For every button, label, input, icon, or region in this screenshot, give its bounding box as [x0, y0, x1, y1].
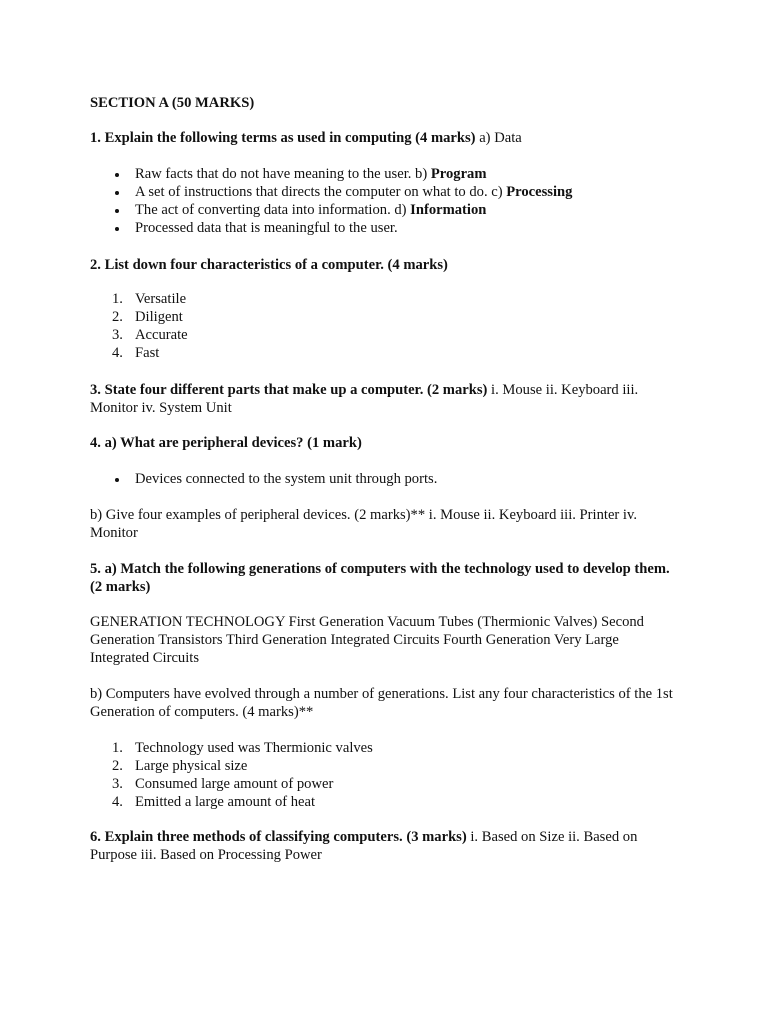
list-item: 3. Consumed large amount of power — [112, 776, 334, 792]
question-5b-cont: Generation of computers. (4 marks)** — [90, 704, 314, 720]
list-item: 1. Technology used was Thermionic valves — [112, 740, 373, 756]
list-item: Processed data that is meaningful to the user. — [90, 219, 700, 237]
generation-table-line: Integrated Circuits — [90, 650, 200, 666]
question-1-term-a: a) Data — [479, 130, 522, 146]
list-item: 4. Fast — [112, 345, 160, 361]
question-1 — [90, 129, 700, 147]
question-4b: b) Give four examples of peripheral devices. (2 marks)** i. Mouse ii. Keyboard iii. Printer iv. — [90, 507, 637, 523]
question-5b-answers — [90, 739, 700, 811]
question-4b-cont: Monitor — [90, 525, 138, 541]
generation-table-line: GENERATION TECHNOLOGY First Generation Vacuum Tubes (Thermionic Valves) Second — [90, 614, 644, 630]
question-3-text: 3. State four different parts that make up a computer. (2 marks) — [90, 382, 488, 398]
question-1-text: 1. Explain the following terms as used in computing (4 marks) — [90, 130, 476, 146]
list-item: The act of converting data into information. d) Information — [90, 201, 700, 219]
question-2-answers — [90, 290, 700, 362]
list-item: A set of instructions that directs the computer on what to do. c) Processing — [90, 183, 700, 201]
question-3-answer-cont: Monitor iv. System Unit — [90, 400, 232, 416]
list-item: Devices connected to the system unit through ports. — [90, 470, 700, 488]
generation-table-line: Generation Transistors Third Generation Integrated Circuits Fourth Generation Very Large — [90, 632, 619, 648]
question-5a-cont: (2 marks) — [90, 579, 151, 595]
list-item: 2. Diligent — [112, 309, 183, 325]
list-item: 4. Emitted a large amount of heat — [112, 794, 316, 810]
question-4a: 4. a) What are peripheral devices? (1 mark) — [90, 435, 362, 451]
question-2: 2. List down four characteristics of a computer. (4 marks) — [90, 257, 448, 273]
question-5a: 5. a) Match the following generations of computers with the technology used to develop them. — [90, 561, 670, 577]
question-1-answers — [90, 165, 700, 237]
question-6-answer-cont: Purpose iii. Based on Processing Power — [90, 847, 322, 863]
question-4a-answer — [90, 470, 700, 488]
question-3: 3. State four different parts that make up a computer. (2 marks) i. Mouse ii. Keyboard iii. — [90, 382, 639, 398]
list-item: 3. Accurate — [112, 327, 188, 343]
section-title: SECTION A (50 MARKS) — [90, 95, 255, 111]
question-6: 6. Explain three methods of classifying computers. (3 marks) i. Based on Size ii. Based on — [90, 829, 638, 845]
list-item: 2. Large physical size — [112, 758, 248, 774]
question-5b: b) Computers have evolved through a number of generations. List any four characteristics of the 1st — [90, 686, 673, 702]
question-6-text: 6. Explain three methods of classifying computers. (3 marks) — [90, 829, 467, 845]
list-item: Raw facts that do not have meaning to the user. b) Program — [90, 165, 700, 183]
list-item: 1. Versatile — [112, 291, 187, 307]
